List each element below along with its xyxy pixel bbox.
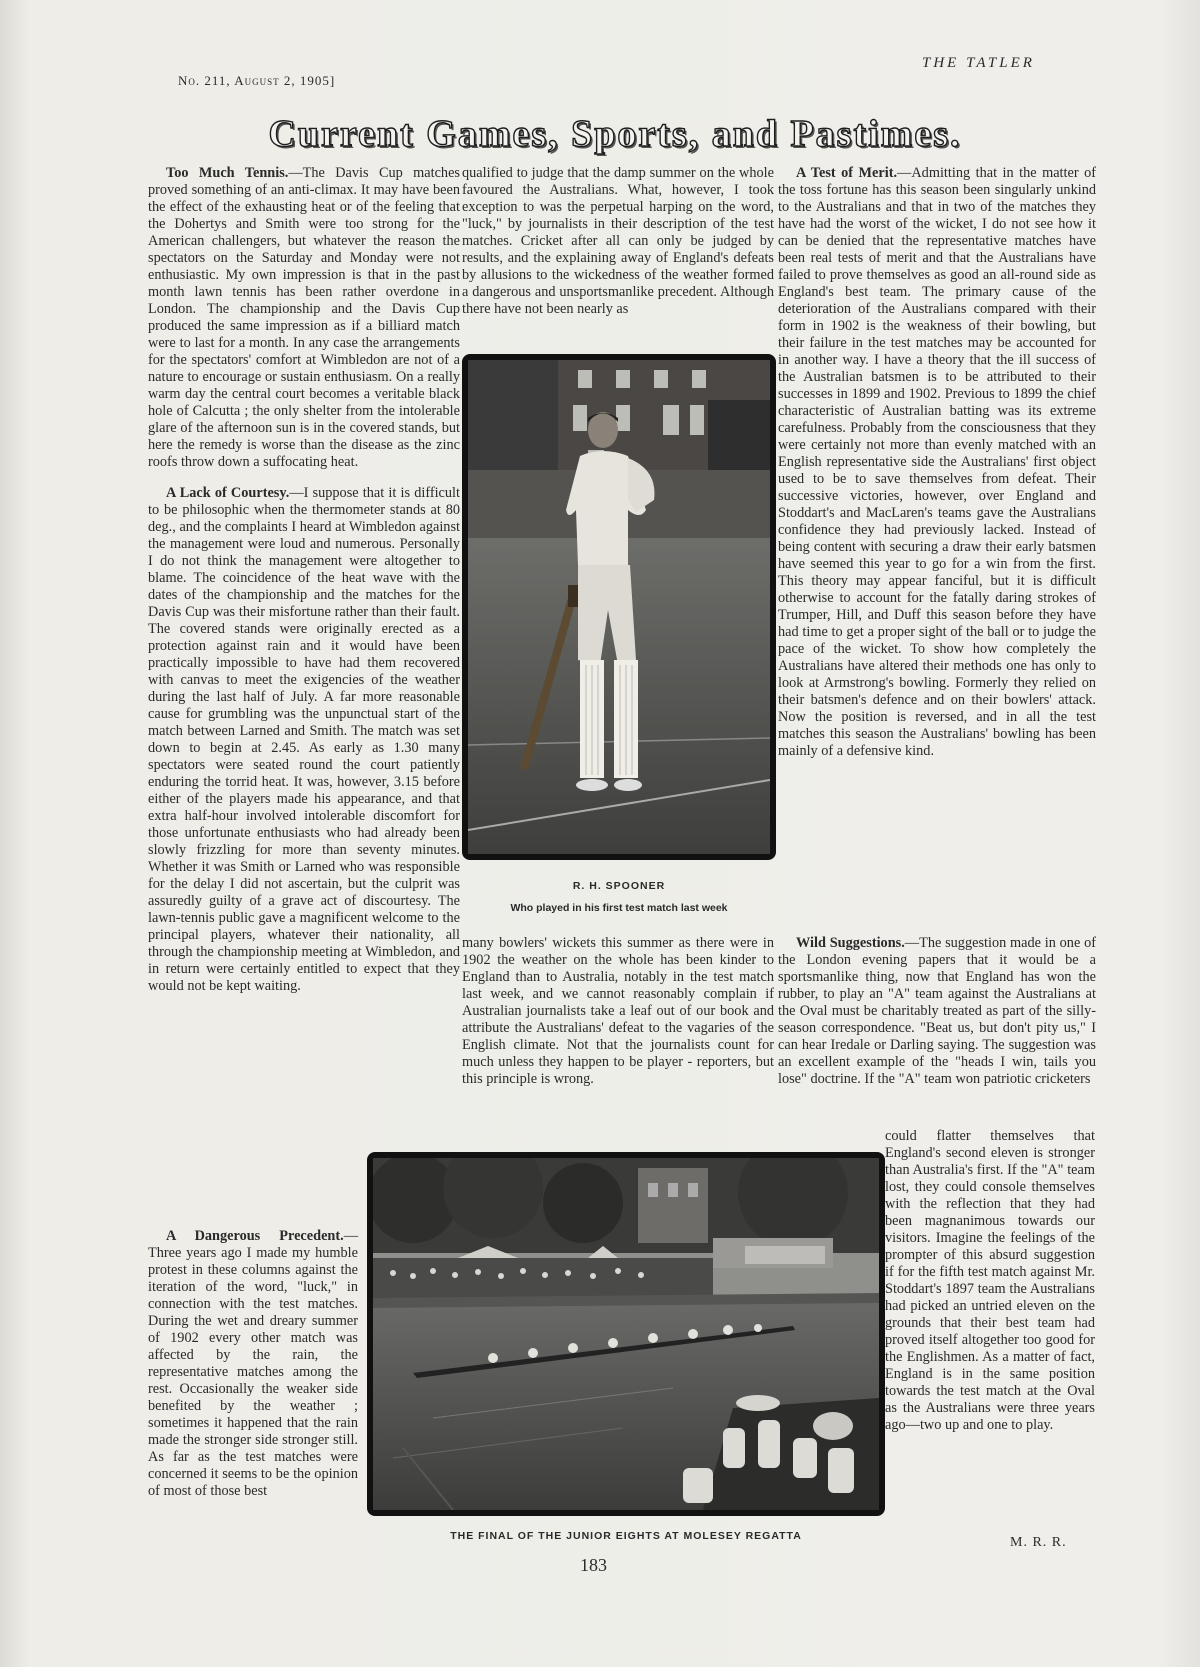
paragraph-text: —The Davis Cup matches proved something of an anti-climax. It may have been the effect of the exhausting heat or of the feeling that the Dohertys and Smith were too strong for the American challengers, but whatever the reason the spectators on the Saturday and Monday were not enthusiastic. My own impression is that in the past month lawn tennis has been rather overdone in London. The championship and the Davis Cup produced the same impression as if a billiard match were to last for a month. In any case the arrangements for the spectators' comfort at Wimbledon are not of a nature to encourage or sustain enthusiasm. On a really warm day the central court becomes a veritable black hole of Calcutta ; the only shelter from the intolerable glare of the afternoon sun is in the covered stands, but here the remedy is worse than the disease as the zinc roofs throw down a suffocating heat. — [148, 165, 460, 470]
paragraph-text: many bowlers' wickets this summer as there were in 1902 the weather on the whole has been kinder to England than to Australia, notably in the test match last week, and we cannot reasonably complain if Australian journalists take a leaf out of our book and attribute the Australians' defeat to the vagaries of the English climate. Not that the journalists count for much unless they happen to be player - reporters, but this principle is wrong. — [462, 935, 774, 1087]
photo-caption-name: R. H. SPOONER — [572, 880, 666, 892]
column-2-top — [462, 165, 774, 318]
paragraph-text: qualified to judge that the damp summer on the whole favoured the Australians. What, however, I took exception to was the perpetual harping on the word, "luck," by journalists in their description of the test matches. Cricket after all can only be judged by results, and the explaining away of England's defeats by allusions to the wickedness of the weather formed a dangerous and unsportsmanlike precedent. Although there have not been nearly as — [462, 165, 774, 317]
column-1-continued — [148, 1228, 358, 1500]
page-number: 183 — [580, 1555, 607, 1575]
photo-spooner — [462, 354, 776, 860]
column-2-bottom — [462, 935, 774, 1088]
paragraph-text: —I suppose that it is difficult to be philosophic when the thermometer stands at 80 deg., and the complaints I heard at Wimbledon against the management were loud and numerous. Personally I do not think the management were altogether to blame. The coincidence of the heat wave with the dates of the championship and the matches for the Davis Cup was their misfortune rather than their fault. The covered stands were originally erected as a protection against rain and it would have been practically impossible to have had them recovered with canvas to meet the exigencies of the weather during the last half of July. A far more reasonable cause for grumbling was the unpunctual start of the match between Larned and Smith. The match was set down to begin at 2.45. As early as 1.30 many spectators were seated round the court patiently enduring the torrid heat. It was, however, 3.15 before either of the players made his appearance, and that extra half-hour involved intolerable discomfort for those unfortunate enthusiasts who had already been slowly frizzling for more than seventy minutes. Whether it was Smith or Larned who was responsible for the delay I did not ascertain, but the culprit was assuredly guilty of a grave act of discourtesy. The lawn-tennis public gave a magnificent welcome to the principal players, whatever their nationality, all through the championship meeting at Wimbledon, and in return were certainly entitled to expect that they would not be kept waiting. — [148, 485, 460, 994]
paragraph-text: —The suggestion made in one of the London evening papers that it would be a sportsmanlike thing, now that England has won the rubber, to play an "A" team against the Australians at the Oval must be charitably treated as part of the silly-season correspondence. "Beat us, but don't pity us," I can hear Iredale or Darling saying. The suggestion was an excellent example of the "heads I win, tails you lose" doctrine. If the "A" team won patriotic cricketers — [778, 935, 1096, 1087]
section-heading: A Test of Merit. — [796, 165, 898, 181]
paragraph-lack-of-courtesy — [148, 485, 460, 995]
photo-regatta — [367, 1152, 885, 1516]
section-heading: Too Much Tennis. — [166, 165, 289, 181]
regatta-photo-caption: THE FINAL OF THE JUNIOR EIGHTS AT MOLESEY REGATTA — [450, 1530, 802, 1542]
author-signature: M. R. R. — [1010, 1535, 1067, 1550]
cricketer-photo — [468, 360, 770, 854]
column-3-middle — [778, 935, 1096, 1088]
photo-caption-subtitle: Who played in his first test match last week — [510, 902, 728, 914]
paragraph-text: could flatter themselves that England's second eleven is stronger than Australia's first. If the "A" team lost, they could console themselves with the reflection that they had been magnanimous towards our visitors. Imagine the feelings of the prompter of this absurd suggestion if for the fifth test match against Mr. Stoddart's 1897 team the Australians had picked an untried eleven on the grounds that their best team had proved itself altogether too good for the Englishmen. As a matter of fact, England is in the same position towards the test match at the Oval as the Australians were three years ago—two up and one to play. — [885, 1128, 1095, 1433]
issue-header: No. 211, August 2, 1905] — [178, 73, 336, 88]
paragraph-text: —Admitting that in the matter of the toss fortune has this season been singularly unkind to the Australians and that in two of the matches they have had the worst of the wicket, I do not see how it can be denied that the representative matches have been real tests of merit and that the Australians have failed to prove themselves as good an all-round side as England's best team. The primary cause of the deterioration of the Australians compared with their form in 1902 is the weakness of their bowling, but their failure in the test matches may be accounted for in another way. I have a theory that the ill success of the Australian batsmen is to be attributed to their successes in 1899 and 1902. Previous to 1899 the chief characteristic of Australian batting was its extreme carefulness. Probably from the consciousness that they were certainly not more than evenly matched with an English representative side the Australians' first object used to be to save themselves from defeat. Their successive victories, however, over England and Stoddart's and MacLaren's teams gave the Australians confidence they had previously lacked. Instead of being content with securing a draw their early batsmen have seemed this year to go for a win from the first. This theory may appear fanciful, but it is difficult otherwise to account for the fatally daring strokes of Trumper, Hill, and Duff this season before they have had time to get a proper sight of the ball or to judge the pace of the wicket. To show how completely the Australians have altered their methods one has only to look at Armstrong's bowling. Formerly they relied on their batsmen's defence and on their bowlers' attack. Now the position is reversed, and in all the test matches this season the Australians' bowling has been mainly of a defensive kind. — [778, 165, 1097, 759]
column-3-bottom — [885, 1128, 1095, 1434]
paragraph-text: —Three years ago I made my humble protest in these columns against the iteration of the word, "luck," in connection with the test matches. During the wet and dreary summer of 1902 every other match was affected by the rain, the representative matches among the rest. Occasionally the weaker side benefited by the weather ; sometimes it happened that the rain made the stronger side stronger still. As far as the test matches were concerned it seems to be the opinion of most of those best — [148, 1228, 358, 1499]
paragraph-dangerous-precedent — [148, 1228, 358, 1500]
article-title: Current Games, Sports, and Pastimes. — [268, 113, 962, 155]
paragraph-too-much-tennis — [148, 165, 460, 471]
section-heading: A Dangerous Precedent. — [166, 1228, 344, 1244]
column-1 — [148, 165, 460, 995]
section-heading: Wild Suggestions. — [796, 935, 905, 951]
paragraph-wild-suggestions — [778, 935, 1096, 1088]
regatta-photo — [373, 1158, 879, 1510]
section-heading: A Lack of Courtesy. — [166, 485, 290, 501]
column-3-top — [778, 165, 1096, 760]
magazine-name: THE TATLER — [922, 55, 1035, 71]
paragraph-test-of-merit — [778, 165, 1096, 760]
